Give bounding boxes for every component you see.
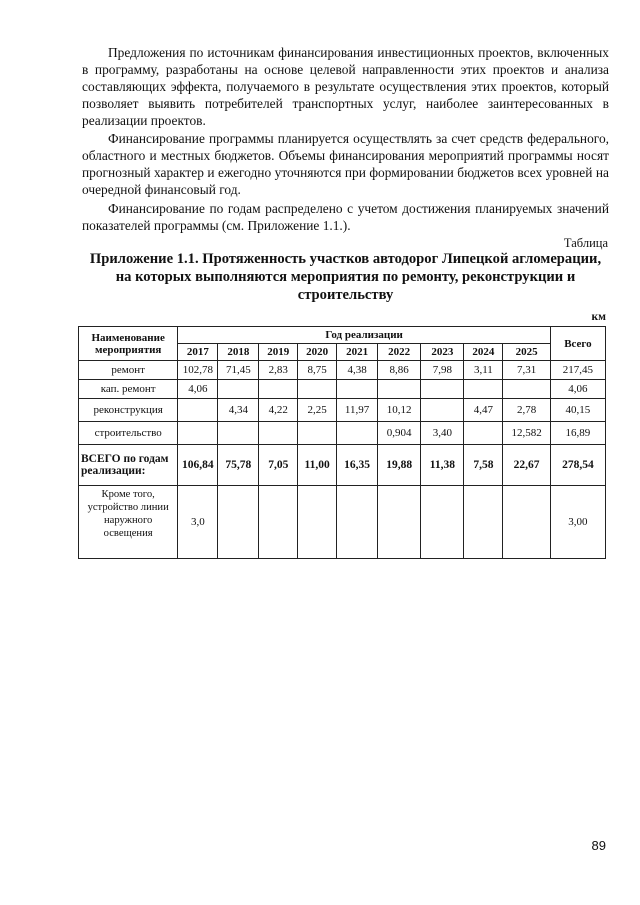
cell (259, 380, 298, 399)
cell (337, 380, 378, 399)
total-row (79, 445, 606, 486)
row-total: 217,45 (550, 361, 605, 380)
cell: 102,78 (178, 361, 218, 380)
header-total: Всего (550, 327, 605, 361)
cell (259, 422, 298, 445)
cell (464, 422, 503, 445)
header-year: 2024 (464, 344, 503, 361)
appendix-title: Приложение 1.1. Протяженность участков автодорог Липецкой агломерации, на которых выполняются мероприятия по ремонту, реконструкции и строительству (89, 251, 602, 303)
cell (503, 380, 551, 399)
row-name: реконструкция (79, 399, 178, 422)
cell (337, 486, 378, 559)
cell: 4,38 (337, 361, 378, 380)
note-row (79, 486, 606, 559)
table-row (79, 380, 606, 399)
cell: 0,904 (378, 422, 421, 445)
paragraph-3: Финансирование по годам распределено с учетом достижения планируемых значений показателей программы (см. Приложение 1.1.). (82, 201, 609, 233)
financing-table (78, 326, 606, 559)
table-row (79, 422, 606, 445)
cell: 75,78 (218, 445, 259, 486)
cell (298, 422, 337, 445)
cell (218, 486, 259, 559)
cell: 11,00 (298, 445, 337, 486)
cell (421, 486, 464, 559)
cell (178, 399, 218, 422)
cell: 19,88 (378, 445, 421, 486)
paragraph-1: Предложения по источникам финансирования инвестиционных проектов, включенных в программу, разработаны на основе целевой направленности этих проектов и анализа составляющих эффекта, получаемого в результате осуществления этих проектов, который позволяет выявить потребителей транспортных услуг, наиболее заинтересованных в реализации проектов. (82, 45, 609, 128)
cell: 2,25 (298, 399, 337, 422)
cell (503, 486, 551, 559)
header-year: 2017 (178, 344, 218, 361)
cell (337, 422, 378, 445)
cell: 7,58 (464, 445, 503, 486)
header-year: 2019 (259, 344, 298, 361)
cell: 2,78 (503, 399, 551, 422)
header-year: 2022 (378, 344, 421, 361)
cell: 7,98 (421, 361, 464, 380)
grand-total: 278,54 (550, 445, 605, 486)
cell: 7,31 (503, 361, 551, 380)
cell: 11,38 (421, 445, 464, 486)
cell: 8,75 (298, 361, 337, 380)
row-name: ремонт (79, 361, 178, 380)
cell: 10,12 (378, 399, 421, 422)
cell (298, 380, 337, 399)
cell: 7,05 (259, 445, 298, 486)
cell: 4,06 (178, 380, 218, 399)
cell: 22,67 (503, 445, 551, 486)
cell: 106,84 (178, 445, 218, 486)
cell: 3,0 (178, 486, 218, 559)
table-row (79, 361, 606, 380)
cell (298, 486, 337, 559)
cell (378, 486, 421, 559)
cell: 16,35 (337, 445, 378, 486)
cell (464, 380, 503, 399)
total-row-name: ВСЕГО по годам реализации: (79, 445, 178, 486)
cell (218, 422, 259, 445)
cell: 71,45 (218, 361, 259, 380)
cell: 3,11 (464, 361, 503, 380)
header-year: 2018 (218, 344, 259, 361)
table-label: Таблица (563, 236, 608, 250)
page-number: 89 (591, 838, 606, 853)
cell (259, 486, 298, 559)
cell: 2,83 (259, 361, 298, 380)
cell (178, 422, 218, 445)
paragraph-2: Финансирование программы планируется осуществлять за счет средств федерального, областного и местных бюджетов. Объемы финансирования мероприятий программы носят прогнозный характер и ежегодно уточняются при формировании бюджетов всех уровней на очередной финансовый год. (82, 131, 609, 197)
cell: 12,582 (503, 422, 551, 445)
cell: 4,22 (259, 399, 298, 422)
header-year-group: Год реализации (178, 327, 551, 344)
cell: 8,86 (378, 361, 421, 380)
note-row-name: Кроме того, устройство линии наружного освещения (79, 486, 178, 559)
cell (464, 486, 503, 559)
cell (421, 380, 464, 399)
row-total: 3,00 (550, 486, 605, 559)
table-row (79, 399, 606, 422)
header-year: 2020 (298, 344, 337, 361)
row-name: кап. ремонт (79, 380, 178, 399)
cell (421, 399, 464, 422)
row-total: 40,15 (550, 399, 605, 422)
header-year: 2023 (421, 344, 464, 361)
cell: 4,47 (464, 399, 503, 422)
row-total: 4,06 (550, 380, 605, 399)
unit-label: км (591, 311, 606, 323)
header-name: Наименование мероприятия (79, 327, 178, 361)
header-year: 2025 (503, 344, 551, 361)
cell: 4,34 (218, 399, 259, 422)
row-total: 16,89 (550, 422, 605, 445)
cell: 3,40 (421, 422, 464, 445)
cell: 11,97 (337, 399, 378, 422)
row-name: строительство (79, 422, 178, 445)
header-year: 2021 (337, 344, 378, 361)
cell (218, 380, 259, 399)
cell (378, 380, 421, 399)
